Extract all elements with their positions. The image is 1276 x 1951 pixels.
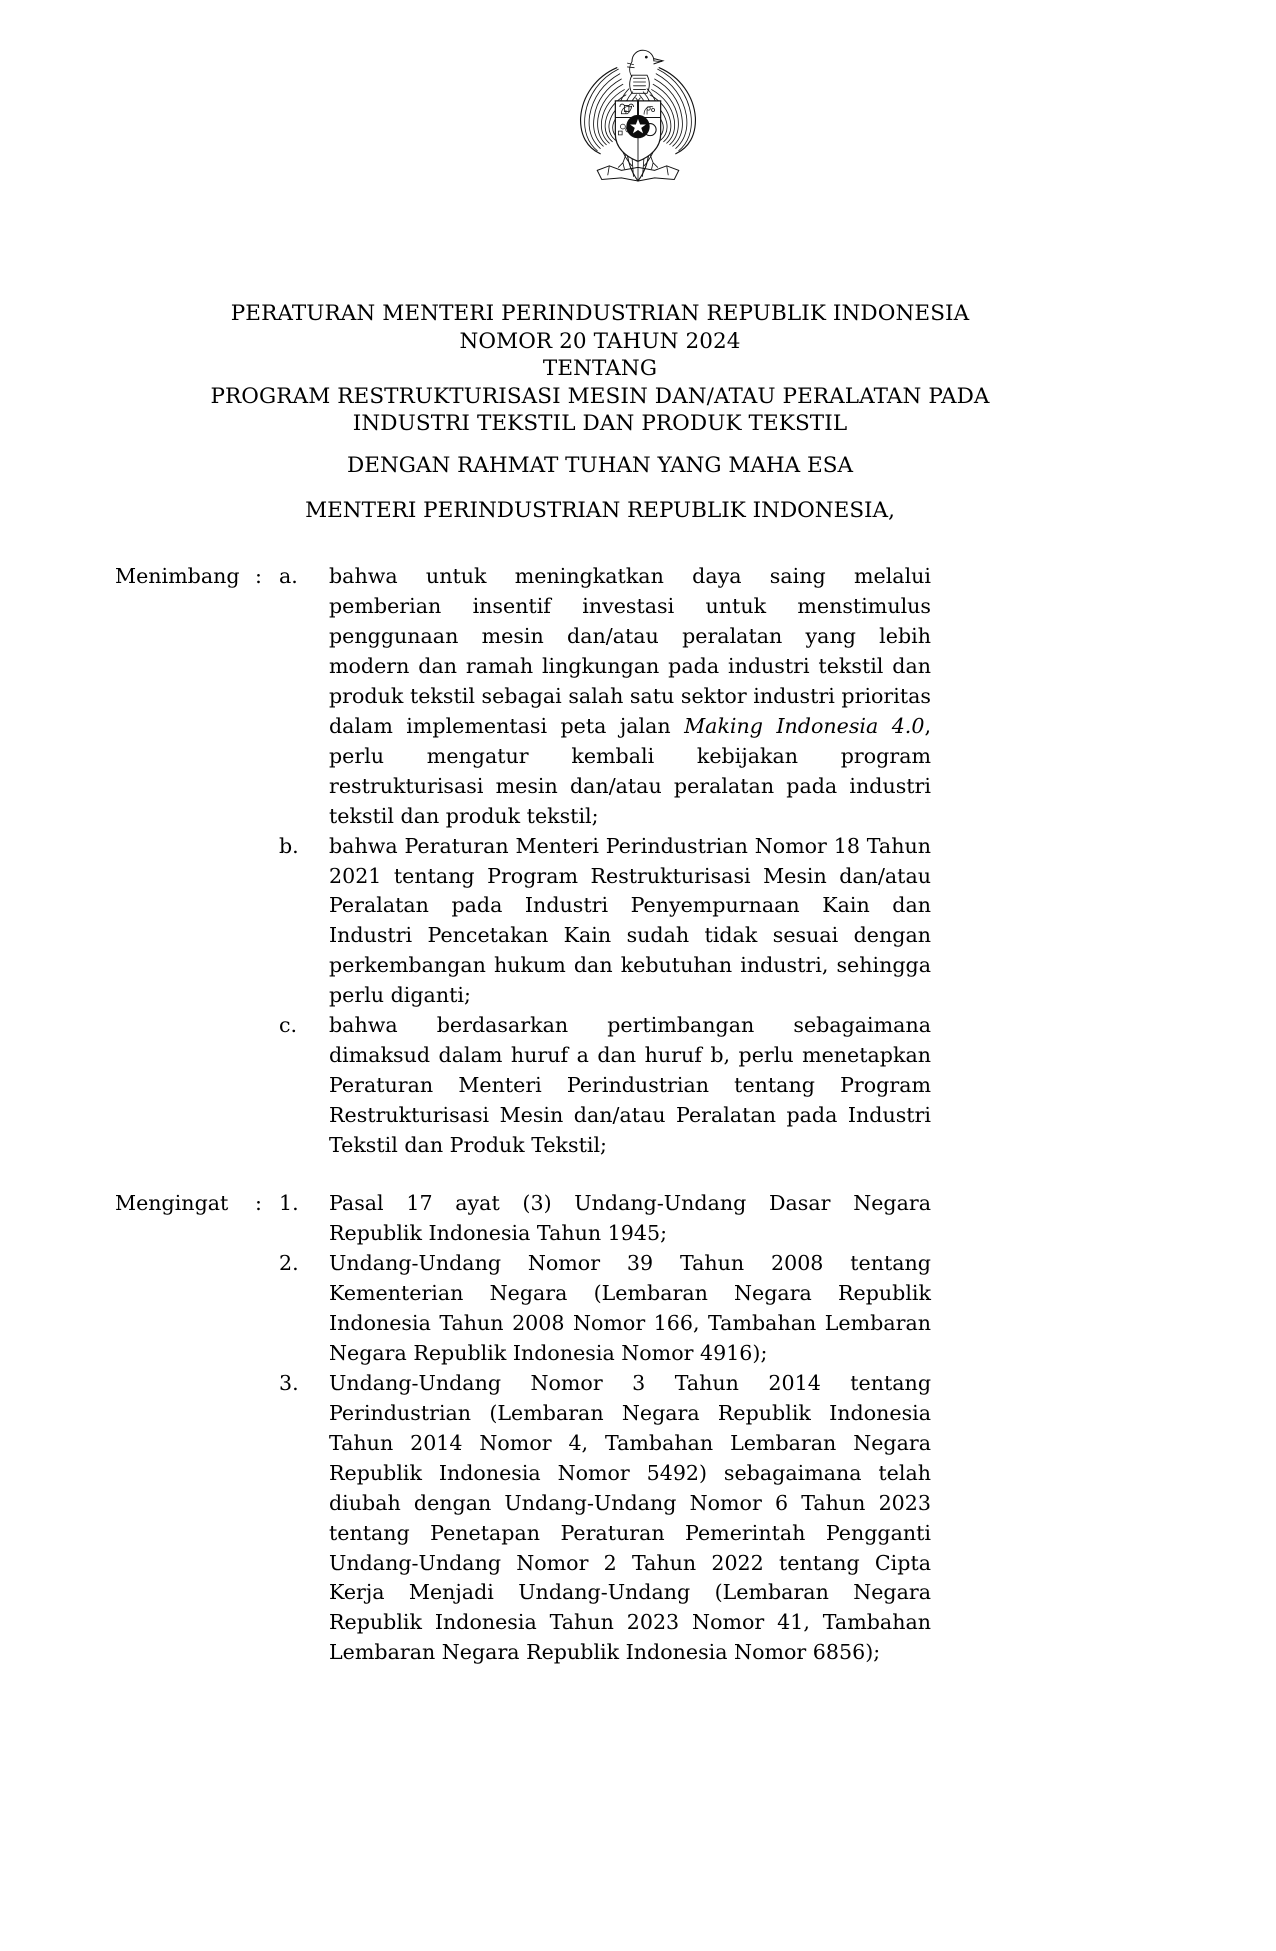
clause-menimbang-a	[115, 562, 931, 832]
title-line-4: PROGRAM RESTRUKTURISASI MESIN DAN/ATAU PERALATAN PADA	[210, 383, 990, 409]
mengingat-label: Mengingat	[115, 1191, 229, 1216]
salutation-line: DENGAN RAHMAT TUHAN YANG MAHA ESA	[347, 453, 853, 478]
clause-menimbang-b	[115, 832, 931, 1012]
mengingat-marker-1: 1.	[279, 1191, 299, 1216]
document-title-block	[150, 300, 1050, 438]
clause-mengingat-2	[115, 1249, 931, 1369]
mengingat-colon: :	[255, 1191, 262, 1216]
title-line-5: INDUSTRI TEKSTIL DAN PRODUK TEKSTIL	[352, 411, 848, 437]
emblem-container	[0, 42, 1276, 190]
menimbang-a-italic: Making Indonesia 4.0	[684, 713, 925, 738]
mengingat-marker-3: 3.	[279, 1370, 299, 1395]
title-line-3: TENTANG	[542, 356, 658, 382]
mengingat-text-1: Pasal 17 ayat (3) Undang-Undang Dasar Negara Republik Indonesia Tahun 1945;	[329, 1191, 931, 1246]
menimbang-text-b: bahwa Peraturan Menteri Perindustrian Nomor 18 Tahun 2021 tentang Program Restrukturisasi Mesin dan/atau Peralatan pada Industri Penyempurnaan Kain dan Industri Pencetakan Kain sudah tidak sesuai dengan perkembangan hukum dan kebutuhan industri, sehingga perlu diganti;	[329, 833, 931, 1008]
clause-menimbang-c	[115, 1011, 931, 1161]
menimbang-colon: :	[255, 564, 262, 588]
menimbang-text-c: bahwa berdasarkan pertimbangan sebagaimana dimaksud dalam huruf a dan huruf b, perlu menetapkan Peraturan Menteri Perindustrian tentang Program Restrukturisasi Mesin dan/atau Peralatan pada Industri Tekstil dan Produk Tekstil;	[329, 1013, 931, 1158]
title-line-2: NOMOR 20 TAHUN 2024	[459, 328, 741, 354]
ministry-line: MENTERI PERINDUSTRIAN REPUBLIK INDONESIA,	[305, 498, 895, 523]
mengingat-marker-2: 2.	[279, 1250, 299, 1275]
mengingat-text-2: Undang-Undang Nomor 39 Tahun 2008 tentang Kementerian Negara (Lembaran Negara Republik Indonesia Tahun 2008 Nomor 166, Tambahan Lembaran Negara Republik Indonesia Nomor 4916);	[329, 1250, 931, 1365]
menimbang-marker-c: c.	[279, 1013, 298, 1038]
menimbang-a-part1: bahwa untuk meningkatkan daya saing melalui pemberian insentif investasi untuk menstimulus penggunaan mesin dan/atau peralatan yang lebih modern dan ramah lingkungan pada industri tekstil dan produk tekstil sebagai salah satu sektor industri prioritas dalam implementasi peta jalan	[329, 564, 931, 738]
mengingat-text-3: Undang-Undang Nomor 3 Tahun 2014 tentang Perindustrian (Lembaran Negara Republik Indonesia Tahun 2014 Nomor 4, Tambahan Lembaran Negara Republik Indonesia Nomor 5492) sebagaimana telah diubah dengan Undang-Undang Nomor 6 Tahun 2023 tentang Penetapan Peraturan Pemerintah Pengganti Undang-Undang Nomor 2 Tahun 2022 tentang Cipta Kerja Menjadi Undang-Undang (Lembaran Negara Republik Indonesia Tahun 2023 Nomor 41, Tambahan Lembaran Negara Republik Indonesia Nomor 6856);	[329, 1370, 931, 1665]
garuda-pancasila-emblem	[562, 42, 714, 190]
document-body	[115, 562, 931, 1668]
clause-mengingat-1	[115, 1189, 931, 1249]
menimbang-marker-a: a.	[279, 564, 298, 588]
menimbang-a-part2: , perlu mengatur kembali kebijakan program restrukturisasi mesin dan/atau peralatan pada industri tekstil dan produk tekstil;	[329, 713, 931, 828]
clause-mengingat-3	[115, 1369, 931, 1669]
menimbang-text-a	[329, 562, 931, 832]
menimbang-marker-b: b.	[279, 833, 299, 858]
title-line-1: PERATURAN MENTERI PERINDUSTRIAN REPUBLIK INDONESIA	[230, 301, 970, 326]
menimbang-label: Menimbang	[115, 564, 240, 588]
